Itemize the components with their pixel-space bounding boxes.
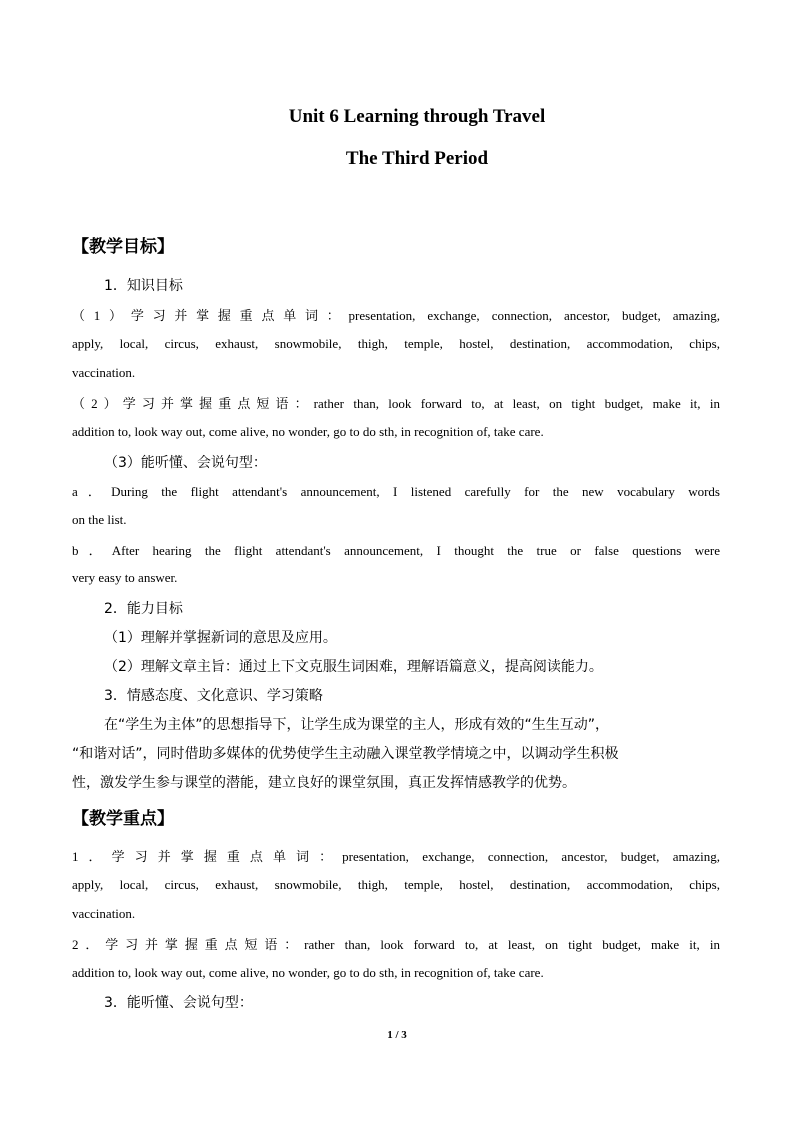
phrase-line-2: addition to, look way out, come alive, no wonder, go to do sth, in recognition of, take care. xyxy=(72,424,544,439)
attitude-para-line-3: 性，激发学生参与课堂的潜能，建立良好的课堂氛围，真正发挥情感教学的优势。 xyxy=(72,775,576,791)
sentence-a-line-1: a．During the flight attendant's announcement, I listened carefully for the new vocabulary words xyxy=(72,484,720,499)
document-subtitle: The Third Period xyxy=(345,148,489,169)
vocab-line-1: （1）学习并掌握重点单词：presentation, exchange, connection, ancestor, budget, amazing, xyxy=(72,308,720,323)
key-phrase-line-2: addition to, look way out, come alive, no wonder, go to do sth, in recognition of, take care. xyxy=(72,965,544,980)
attitude-para-line-1: 在“学生为主体”的思想指导下，让学生成为课堂的主人，形成有效的“生生互动”， xyxy=(104,717,610,733)
vocab-line-3: vaccination. xyxy=(72,365,136,380)
document-title: Unit 6 Learning through Travel xyxy=(288,106,546,127)
vocab-line-2: apply, local, circus, exhaust, snowmobile, thigh, temple, hostel, destination, accommodation, chips, xyxy=(72,336,720,351)
objective-knowledge: 1．知识目标 xyxy=(104,278,183,294)
ability-item-2: （2）理解文章主旨：通过上下文克服生词困难，理解语篇意义，提高阅读能力。 xyxy=(104,659,603,675)
key-vocab-line-3: vaccination. xyxy=(72,906,136,921)
attitude-para-line-2: “和谐对话”，同时借助多媒体的优势使学生主动融入课堂教学情境之中，以调动学生积极 xyxy=(72,746,619,762)
ability-item-1: （1）理解并掌握新词的意思及应用。 xyxy=(104,630,337,646)
phrase-line-1: （2）学习并掌握重点短语：rather than, look forward to, at least, on tight budget, make it, in xyxy=(72,396,720,411)
sentence-pattern-label: （3）能听懂、会说句型： xyxy=(104,455,267,471)
sentence-b-line-2: very easy to answer. xyxy=(72,570,178,585)
section-heading-objectives: 【教学目标】 xyxy=(72,237,174,257)
key-vocab-line-1: 1．学习并掌握重点单词：presentation, exchange, connection, ancestor, budget, amazing, xyxy=(72,849,720,864)
objective-ability: 2．能力目标 xyxy=(104,601,183,617)
objective-attitude: 3．情感态度、文化意识、学习策略 xyxy=(104,688,323,704)
key-sentence-label: 3．能听懂、会说句型： xyxy=(104,995,253,1011)
page-number: 1 / 3 xyxy=(387,1029,407,1041)
sentence-a-line-2: on the list. xyxy=(72,512,127,527)
key-phrase-line-1: 2．学习并掌握重点短语：rather than, look forward to, at least, on tight budget, make it, in xyxy=(72,937,720,952)
key-vocab-line-2: apply, local, circus, exhaust, snowmobile, thigh, temple, hostel, destination, accommodation, chips, xyxy=(72,877,720,892)
sentence-b-line-1: b．After hearing the flight attendant's announcement, I thought the true or false questions were xyxy=(72,543,720,558)
section-heading-key-points: 【教学重点】 xyxy=(72,809,174,829)
